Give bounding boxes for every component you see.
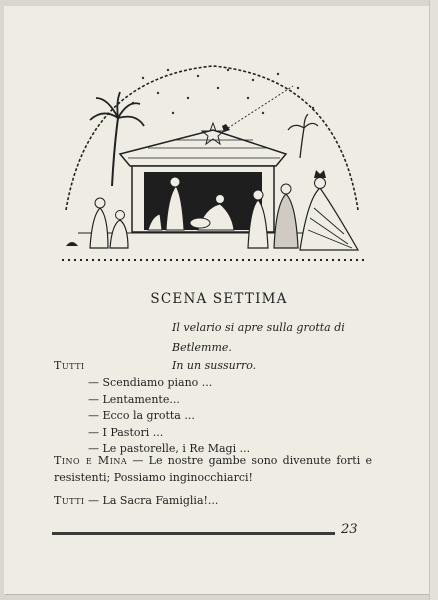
nativity-scene-icon [48, 58, 378, 273]
speaker-row-tutti [54, 359, 374, 375]
dialogue-line: — Le pastorelle, i Re Magi ... [88, 442, 251, 455]
dialogue-line: — Lentamente... [88, 392, 180, 406]
dialogue-line: — I Pastori ... [88, 425, 164, 439]
speaker-name: Tutti [54, 359, 85, 372]
stage-direction: Il velario si apre sulla grotta di Betlemme. [172, 321, 345, 354]
footer-rule [52, 532, 335, 535]
dialogue-lines [88, 375, 250, 458]
speaker-name: Tutti [54, 494, 85, 507]
dialogue-line: — Scendiamo piano ... [88, 376, 213, 389]
speaker-name: Tino e Mina [54, 454, 128, 467]
page-number: 23 [341, 522, 358, 537]
dialogue-text: — Le nostre gambe sono divenute forti e resistenti; Possiamo inginocchiarci! [54, 454, 372, 484]
stage-cue: In un sussurro. [172, 359, 257, 372]
dialogue-tutti-final [54, 492, 372, 509]
scene-title: SCENA SETTIMA [150, 291, 288, 307]
dialogue-text: — La Sacra Famiglia!... [84, 494, 219, 507]
dialogue-line: — Ecco la grotta ... [88, 409, 195, 422]
dialogue-tino-mina [54, 452, 372, 486]
